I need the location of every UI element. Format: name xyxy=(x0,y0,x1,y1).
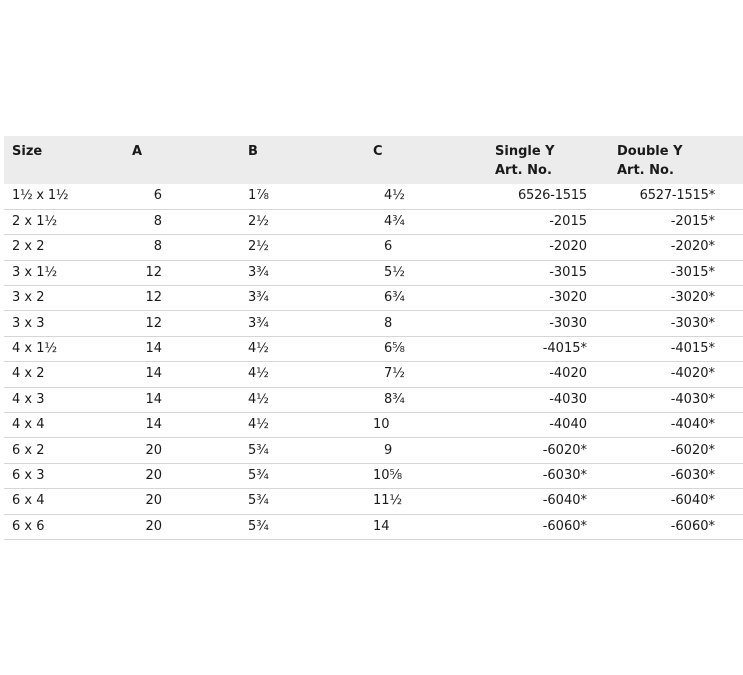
cell-double-y: -4015* xyxy=(670,341,715,357)
cell-c: 6¾ xyxy=(384,290,405,306)
fittings-dimension-table xyxy=(4,136,743,540)
cell-size: 6 x 4 xyxy=(12,493,45,509)
cell-b: 4½ xyxy=(248,341,269,357)
cell-single-y: -6060* xyxy=(542,518,587,534)
cell-a: 14 xyxy=(145,391,162,407)
cell-single-y: 6526-1515 xyxy=(517,188,587,204)
cell-b: 5¾ xyxy=(248,442,269,458)
cell-size: 4 x 3 xyxy=(12,391,45,407)
cell-c: 9 xyxy=(384,442,393,458)
header-c: C xyxy=(373,144,383,159)
cell-a: 20 xyxy=(145,442,162,458)
cell-c: 7½ xyxy=(384,366,405,382)
table-row xyxy=(4,260,743,285)
table-body xyxy=(4,184,743,539)
cell-a: 20 xyxy=(145,467,162,483)
cell-double-y: -2020* xyxy=(670,239,715,255)
cell-single-y: -2015 xyxy=(549,214,587,230)
cell-b: 5¾ xyxy=(248,518,269,534)
cell-double-y: -6060* xyxy=(670,518,715,534)
cell-size: 3 x 1½ xyxy=(12,264,58,280)
cell-c: 10⅝ xyxy=(373,467,403,483)
cell-c: 14 xyxy=(373,518,390,534)
table-row xyxy=(4,209,743,234)
cell-a: 14 xyxy=(145,341,162,357)
cell-c: 6 xyxy=(384,239,393,255)
cell-single-y: -6030* xyxy=(542,467,587,483)
cell-a: 14 xyxy=(145,366,162,382)
cell-b: 1⅞ xyxy=(248,188,269,204)
cell-size: 6 x 2 xyxy=(12,442,45,458)
cell-single-y: -3030 xyxy=(549,315,587,331)
cell-double-y: -3015* xyxy=(670,264,715,280)
header-double-y-line2: Art. No. xyxy=(617,163,674,178)
cell-size: 4 x 2 xyxy=(12,366,45,382)
table-header-row xyxy=(4,136,743,184)
cell-c: 11½ xyxy=(373,493,403,509)
cell-b: 3¾ xyxy=(248,264,269,280)
cell-a: 20 xyxy=(145,518,162,534)
cell-c: 4¾ xyxy=(384,214,405,230)
cell-a: 20 xyxy=(145,493,162,509)
cell-double-y: -6040* xyxy=(670,493,715,509)
cell-a: 12 xyxy=(145,290,162,306)
cell-c: 6⅝ xyxy=(384,341,405,357)
cell-c: 5½ xyxy=(384,264,405,280)
fittings-table-container xyxy=(4,136,715,540)
cell-double-y: -3020* xyxy=(670,290,715,306)
cell-single-y: -6040* xyxy=(542,493,587,509)
cell-single-y: -3020 xyxy=(549,290,587,306)
table-row xyxy=(4,489,743,514)
table-row xyxy=(4,463,743,488)
cell-single-y: -4020 xyxy=(549,366,587,382)
cell-a: 8 xyxy=(153,239,162,255)
table-row xyxy=(4,286,743,311)
cell-size: 6 x 6 xyxy=(12,518,45,534)
table-row xyxy=(4,336,743,361)
cell-double-y: -4030* xyxy=(670,391,715,407)
cell-size: 3 x 3 xyxy=(12,315,45,331)
cell-size: 3 x 2 xyxy=(12,290,45,306)
cell-c: 10 xyxy=(373,417,390,433)
cell-single-y: -4015* xyxy=(542,341,587,357)
cell-b: 3¾ xyxy=(248,315,269,331)
cell-double-y: -6030* xyxy=(670,467,715,483)
cell-single-y: -2020 xyxy=(549,239,587,255)
cell-size: 1½ x 1½ xyxy=(12,188,69,204)
table-row xyxy=(4,184,743,209)
header-single-y xyxy=(483,136,605,184)
cell-single-y: -4030 xyxy=(549,391,587,407)
cell-size: 6 x 3 xyxy=(12,467,45,483)
cell-size: 4 x 1½ xyxy=(12,341,58,357)
cell-c: 8¾ xyxy=(384,391,405,407)
cell-b: 4½ xyxy=(248,366,269,382)
cell-double-y: -6020* xyxy=(670,442,715,458)
cell-single-y: -4040 xyxy=(549,417,587,433)
header-b: B xyxy=(248,144,258,159)
cell-c: 8 xyxy=(384,315,393,331)
cell-double-y: 6527-1515* xyxy=(639,188,715,204)
table-row xyxy=(4,362,743,387)
cell-b: 5¾ xyxy=(248,467,269,483)
table-row xyxy=(4,413,743,438)
table-header xyxy=(4,136,743,184)
cell-single-y: -3015 xyxy=(549,264,587,280)
cell-single-y: -6020* xyxy=(542,442,587,458)
cell-size: 2 x 2 xyxy=(12,239,45,255)
cell-double-y: -2015* xyxy=(670,214,715,230)
cell-double-y: -4020* xyxy=(670,366,715,382)
cell-b: 2½ xyxy=(248,214,269,230)
cell-size: 4 x 4 xyxy=(12,417,45,433)
cell-b: 4½ xyxy=(248,391,269,407)
table-row xyxy=(4,311,743,336)
header-a: A xyxy=(132,144,143,159)
table-row xyxy=(4,438,743,463)
cell-b: 3¾ xyxy=(248,290,269,306)
cell-size: 2 x 1½ xyxy=(12,214,58,230)
cell-double-y: -3030* xyxy=(670,315,715,331)
cell-b: 5¾ xyxy=(248,493,269,509)
header-single-y-line2: Art. No. xyxy=(495,163,552,178)
cell-double-y: -4040* xyxy=(670,417,715,433)
cell-a: 12 xyxy=(145,264,162,280)
cell-a: 12 xyxy=(145,315,162,331)
header-single-y-line1: Single Y xyxy=(495,144,555,159)
table-row xyxy=(4,387,743,412)
cell-c: 4½ xyxy=(384,188,405,204)
cell-a: 8 xyxy=(153,214,162,230)
cell-b: 2½ xyxy=(248,239,269,255)
table-row xyxy=(4,514,743,539)
table-row xyxy=(4,235,743,260)
header-size: Size xyxy=(12,144,43,159)
header-double-y-line1: Double Y xyxy=(617,144,683,159)
cell-a: 14 xyxy=(145,417,162,433)
cell-b: 4½ xyxy=(248,417,269,433)
cell-a: 6 xyxy=(153,188,162,204)
header-double-y xyxy=(605,136,743,184)
